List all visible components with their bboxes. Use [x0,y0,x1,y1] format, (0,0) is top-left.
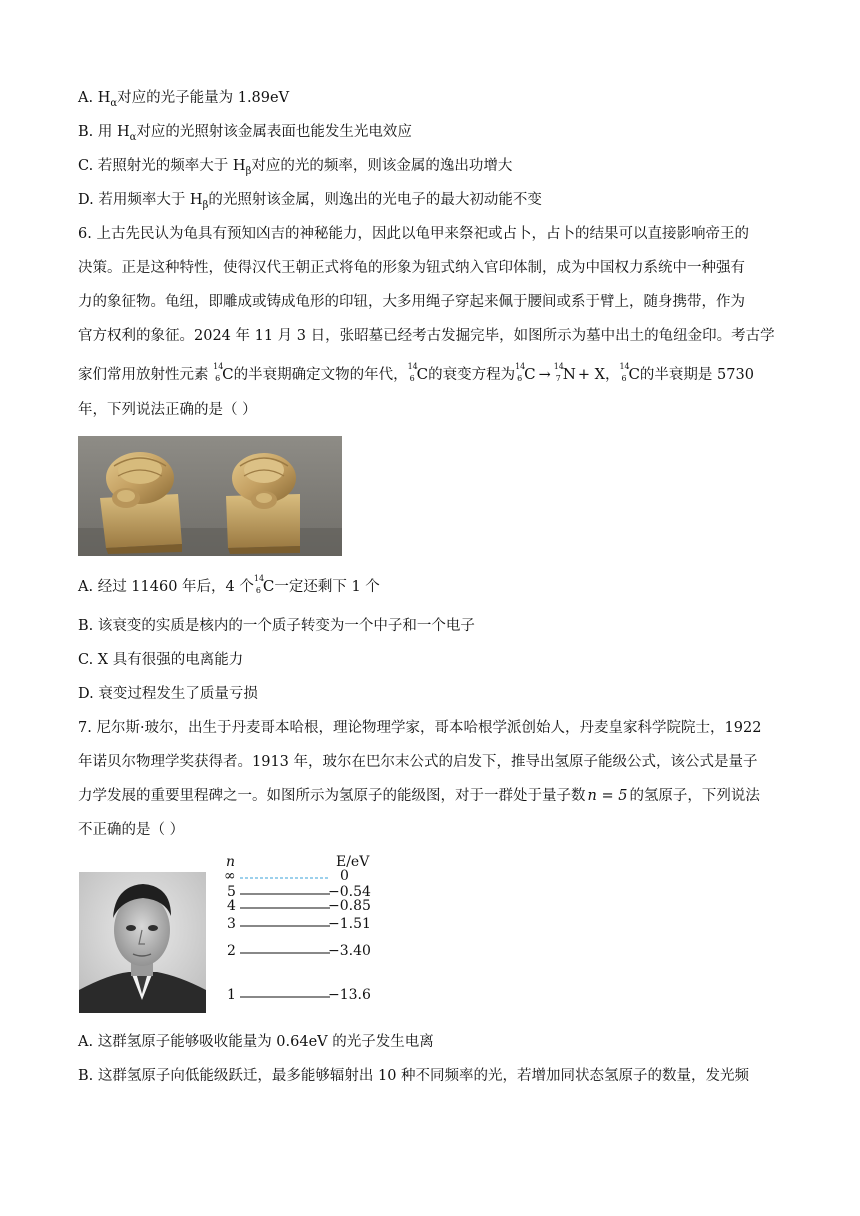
element-symbol: C [524,365,536,383]
q7-text-segment: 力学发展的重要里程碑之一。如图所示为氢原子的能级图，对于一群处于量子数 [78,788,586,804]
q6-line-6: 年，下列说法正确的是（ ） [78,402,257,418]
h-beta-subscript: β [245,165,252,177]
c14-isotope [619,364,628,384]
option-d-prefix: D. 若用频率大于 H [78,192,203,208]
product-x: + X [577,367,605,383]
q5-option-d [78,190,542,216]
q7-line-4: 不正确的是（ ） [78,822,185,838]
h-alpha-subscript: α [129,131,137,143]
atomic-number: 6 [409,374,415,383]
element-symbol: C [416,365,429,383]
mass-number: 14 [213,362,224,371]
q6-line-1: 6. 上古先民认为龟具有预知凶吉的神秘能力，因此以龟甲来祭祀或占卜，占卜的结果可以直接影响帝王的 [78,226,749,242]
hydrogen-energy-level-diagram [222,854,382,1010]
q6-text-segment: 的衰变方程为 [428,367,516,383]
option-b-text: 对应的光照射该金属表面也能发生光电效应 [136,124,412,140]
q6-option-d: D. 衰变过程发生了质量亏损 [78,686,258,702]
option-a-prefix: A. H [78,90,111,106]
mass-number: 14 [619,362,630,371]
h-beta-subscript: β [202,199,209,211]
decay-arrow: → [538,367,551,383]
option-c-prefix: C. 若照射光的频率大于 H [78,158,246,174]
option-c-text: 对应的光的频率，则该金属的逸出功增大 [251,158,513,174]
q7-option-b: B. 这群氢原子向低能级跃迁，最多能够辐射出 10 种不同频率的光，若增加同状态氢原子的数量，发光频 [78,1068,750,1084]
element-symbol: C [222,365,234,383]
mass-number: 14 [253,574,265,583]
q6-line-5 [78,364,754,385]
quantum-number-expression: n = 5 [587,788,628,804]
option-a-prefix: A. 经过 11460 年后，4 个 [78,579,254,595]
q6-text-segment: ， [604,367,620,383]
q6-text-segment: 的半衰期是 5730 [639,367,754,383]
q7-line-1: 7. 尼尔斯·玻尔，出生于丹麦哥本哈根，理论物理学家，哥本哈根学派创始人，丹麦皇家科学院院士，1922 [78,720,762,736]
q6-line-3: 力的象征物。龟纽，即雕成或铸成龟形的印钮，大多用绳子穿起来佩于腰间或系于臂上，随身携带，作为 [78,294,745,310]
c14-isotope [254,576,263,596]
mass-number: 14 [407,362,418,371]
level-n-infinity: ∞ [224,868,236,884]
element-symbol: C [262,577,275,595]
option-d-text: 的光照射该金属，则逸出的光电子的最大初动能不变 [208,192,542,208]
level-n-3: 3 [227,916,236,932]
level-e-4: −0.85 [328,898,371,914]
q6-text-segment: 家们常用放射性元素 [78,367,209,383]
mass-number: 14 [515,362,526,371]
q7-line-3 [78,786,760,806]
c14-isotope [515,364,524,384]
option-a-text: 一定还剩下 1 个 [274,579,380,595]
level-n-4: 4 [227,898,236,914]
option-b-prefix: B. 用 H [78,124,130,140]
atomic-number: 7 [555,374,561,383]
level-e-5: −0.54 [328,884,371,900]
q5-option-b [78,122,412,148]
n14-isotope [554,364,563,384]
n-axis-header: n [226,854,236,870]
atomic-number: 6 [621,374,627,383]
mass-number: 14 [553,362,564,371]
gold-turtle-seals-image [78,436,342,556]
niels-bohr-portrait-image [79,872,206,1013]
q6-text-segment: 的半衰期确定文物的年代， [233,367,408,383]
energy-axis-header: E/eV [336,854,370,870]
c14-isotope [213,364,222,384]
c14-isotope [408,364,417,384]
level-e-2: −3.40 [328,943,371,959]
q6-line-4: 官方权利的象征。2024 年 11 月 3 日，张昭墓已经考古发掘完毕，如图所示为墓中出土的龟纽金印。考古学 [78,328,775,344]
option-a-text: 对应的光子能量为 1.89eV [117,90,290,106]
q6-line-2: 决策。正是这种特性，使得汉代王朝正式将龟的形象为钮式纳入官印体制，成为中国权力系统中一种强有 [78,260,745,276]
q7-option-a: A. 这群氢原子能够吸收能量为 0.64eV 的光子发生电离 [78,1034,434,1050]
h-alpha-subscript: α [110,97,118,109]
atomic-number: 6 [517,374,523,383]
q6-option-c: C. X 具有很强的电离能力 [78,652,244,668]
atomic-number: 6 [255,586,261,595]
q7-line-2: 年诺贝尔物理学奖获得者。1913 年，玻尔在巴尔末公式的启发下，推导出氢原子能级公式，该公式是量子 [78,754,758,770]
element-symbol: N [562,365,576,383]
atomic-number: 6 [215,374,221,383]
element-symbol: C [628,365,640,383]
level-e-infinity: 0 [340,868,349,884]
q5-option-a [78,88,289,114]
q5-option-c [78,156,512,182]
level-e-3: −1.51 [328,916,371,932]
q7-text-segment: 的氢原子，下列说法 [629,788,760,804]
level-n-2: 2 [227,943,236,959]
q6-option-a [78,576,380,597]
level-n-1: 1 [227,987,236,1003]
level-n-5: 5 [227,884,236,900]
level-e-1: −13.6 [328,987,371,1003]
q6-option-b: B. 该衰变的实质是核内的一个质子转变为一个中子和一个电子 [78,618,475,634]
